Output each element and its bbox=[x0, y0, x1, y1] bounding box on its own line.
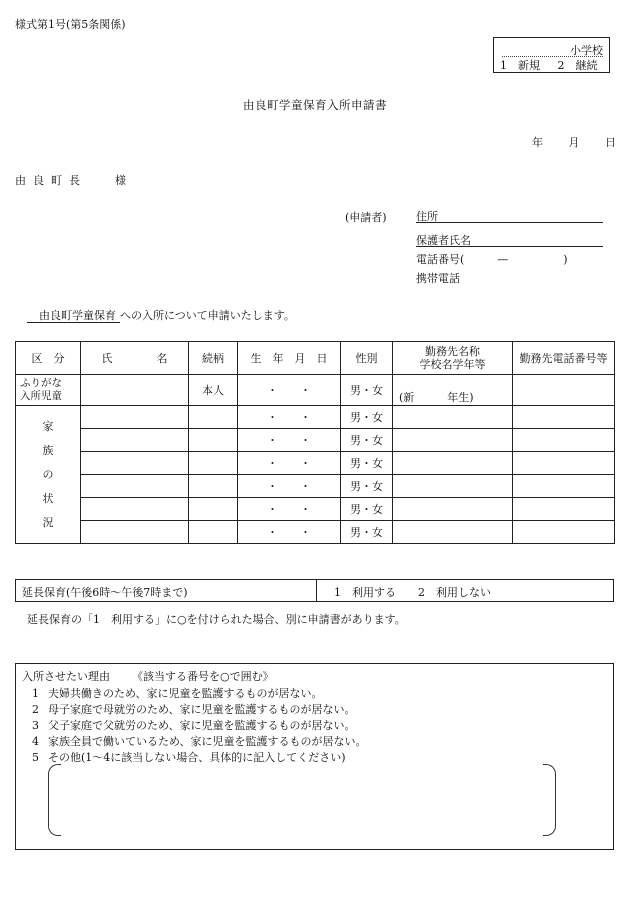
child-birthdate[interactable]: ・ ・ bbox=[238, 375, 341, 406]
child-relation: 本人 bbox=[189, 375, 238, 406]
addressee bbox=[15, 172, 126, 188]
application-statement bbox=[27, 307, 295, 323]
extended-care-option-use[interactable]: 1 利用する bbox=[334, 586, 396, 599]
addressee-name: 由良町長 bbox=[15, 174, 87, 187]
family-name-cell[interactable] bbox=[81, 521, 189, 544]
mobile-field[interactable]: 携帯電話 bbox=[416, 272, 460, 285]
extended-care-option-not-use[interactable]: 2 利用しない bbox=[418, 586, 491, 599]
table-row bbox=[16, 452, 615, 475]
family-birthdate[interactable]: ・ ・ bbox=[238, 521, 341, 544]
type-new-option[interactable]: 1 新規 bbox=[500, 59, 540, 72]
family-work-phone-cell[interactable] bbox=[513, 498, 615, 521]
family-gender[interactable]: 男・女 bbox=[341, 452, 393, 475]
family-workplace-cell[interactable] bbox=[393, 498, 513, 521]
family-gender[interactable]: 男・女 bbox=[341, 406, 393, 429]
header-gender: 性別 bbox=[341, 342, 393, 375]
family-workplace-cell[interactable] bbox=[393, 452, 513, 475]
family-work-phone-cell[interactable] bbox=[513, 452, 615, 475]
header-name: 氏 名 bbox=[81, 342, 189, 375]
family-workplace-cell[interactable] bbox=[393, 475, 513, 498]
reason-number: 4 bbox=[32, 735, 39, 748]
table-row bbox=[16, 521, 615, 544]
other-reason-bracket-right bbox=[543, 764, 556, 836]
family-birthdate[interactable]: ・ ・ bbox=[238, 498, 341, 521]
school-name-field[interactable]: 小学校 bbox=[502, 42, 603, 57]
list-item[interactable] bbox=[32, 702, 367, 718]
family-gender[interactable]: 男・女 bbox=[341, 429, 393, 452]
family-name-cell[interactable] bbox=[81, 498, 189, 521]
school-type-box bbox=[493, 37, 610, 73]
reason-number: 3 bbox=[32, 719, 39, 732]
family-birthdate[interactable]: ・ ・ bbox=[238, 452, 341, 475]
page-title: 由良町学童保育入所申請書 bbox=[243, 98, 387, 112]
family-workplace-cell[interactable] bbox=[393, 406, 513, 429]
date-month[interactable]: 月 bbox=[568, 136, 580, 149]
extended-care-options bbox=[334, 584, 491, 600]
list-item[interactable] bbox=[32, 718, 367, 734]
reason-number: 1 bbox=[32, 687, 39, 700]
facility-name: 由良町学童保育 bbox=[27, 309, 120, 323]
statement-text: への入所について申請いたします。 bbox=[120, 309, 295, 322]
other-reason-bracket-left bbox=[48, 764, 61, 836]
date-day[interactable]: 日 bbox=[605, 136, 616, 149]
reason-text: 母子家庭で母就労のため、家に児童を監護するものが居ない。 bbox=[48, 703, 356, 716]
table-row bbox=[16, 498, 615, 521]
family-status-label: 家 族 の 状 況 bbox=[16, 406, 81, 544]
family-workplace-cell[interactable] bbox=[393, 521, 513, 544]
family-relation-cell[interactable] bbox=[189, 475, 238, 498]
child-work-phone-cell[interactable] bbox=[513, 375, 615, 406]
list-item[interactable] bbox=[32, 734, 367, 750]
type-continue-option[interactable]: 2 継続 bbox=[557, 59, 598, 72]
family-workplace-cell[interactable] bbox=[393, 429, 513, 452]
phone-field[interactable]: 電話番号( — ) bbox=[416, 253, 568, 266]
table-row bbox=[16, 429, 615, 452]
family-relation-cell[interactable] bbox=[189, 406, 238, 429]
child-name-cell[interactable] bbox=[81, 375, 189, 406]
date-line bbox=[532, 134, 616, 150]
header-category: 区 分 bbox=[16, 342, 81, 375]
date-year[interactable]: 年 bbox=[532, 136, 543, 149]
reason-text: 父子家庭で父就労のため、家に児童を監護するものが居ない。 bbox=[48, 719, 356, 732]
family-work-phone-cell[interactable] bbox=[513, 429, 615, 452]
family-relation-cell[interactable] bbox=[189, 498, 238, 521]
header-birthdate: 生 年 月 日 bbox=[238, 342, 341, 375]
application-type-options bbox=[500, 57, 612, 73]
family-birthdate[interactable]: ・ ・ bbox=[238, 406, 341, 429]
reason-text: 夫婦共働きのため、家に児童を監護するものが居ない。 bbox=[48, 687, 323, 700]
address-field[interactable]: 住所 bbox=[416, 208, 603, 223]
header-workplace: 勤務先名称 学校名学年等 bbox=[393, 342, 513, 375]
family-relation-cell[interactable] bbox=[189, 429, 238, 452]
extended-care-box bbox=[15, 579, 614, 602]
reason-number: 2 bbox=[32, 703, 39, 716]
table-row bbox=[16, 406, 615, 429]
child-gender[interactable]: 男・女 bbox=[341, 375, 393, 406]
reason-list bbox=[32, 686, 367, 766]
family-work-phone-cell[interactable] bbox=[513, 521, 615, 544]
header-relation: 続柄 bbox=[189, 342, 238, 375]
applicant-label: (申請者) bbox=[345, 211, 387, 224]
family-gender[interactable]: 男・女 bbox=[341, 498, 393, 521]
header-work-phone: 勤務先電話番号等 bbox=[513, 342, 615, 375]
family-gender[interactable]: 男・女 bbox=[341, 521, 393, 544]
reason-box bbox=[15, 663, 614, 850]
family-birthdate[interactable]: ・ ・ bbox=[238, 475, 341, 498]
reason-text: その他(1〜4に該当しない場合、具体的に記入してください) bbox=[48, 751, 346, 764]
extended-care-divider bbox=[316, 580, 317, 601]
family-name-cell[interactable] bbox=[81, 452, 189, 475]
reason-header bbox=[22, 668, 274, 684]
list-item[interactable] bbox=[32, 686, 367, 702]
list-item[interactable] bbox=[32, 750, 367, 766]
child-school[interactable]: (新 年生) bbox=[393, 375, 513, 406]
table-row-child bbox=[16, 375, 615, 406]
family-birthdate[interactable]: ・ ・ bbox=[238, 429, 341, 452]
extended-care-note: 延長保育の「1 利用する」に○を付けられた場合、別に申請書があります。 bbox=[27, 613, 406, 626]
family-name-cell[interactable] bbox=[81, 429, 189, 452]
reason-number: 5 bbox=[32, 751, 39, 764]
family-name-cell[interactable] bbox=[81, 475, 189, 498]
table-row bbox=[16, 475, 615, 498]
family-work-phone-cell[interactable] bbox=[513, 475, 615, 498]
family-table bbox=[15, 341, 615, 544]
reason-title: 入所させたい理由 bbox=[22, 670, 110, 683]
family-relation-cell[interactable] bbox=[189, 521, 238, 544]
family-gender[interactable]: 男・女 bbox=[341, 475, 393, 498]
guardian-name-field[interactable]: 保護者氏名 bbox=[416, 232, 603, 247]
reason-text: 家族全員で働いているため、家に児童を監護するものが居ない。 bbox=[48, 735, 367, 748]
family-work-phone-cell[interactable] bbox=[513, 406, 615, 429]
addressee-honorific: 様 bbox=[115, 174, 126, 187]
reason-instruction: 《該当する番号を○で囲む》 bbox=[132, 670, 274, 683]
extended-care-label: 延長保育(午後6時〜午後7時まで) bbox=[22, 586, 188, 599]
child-category: ふりがな 入所児童 bbox=[16, 375, 81, 406]
family-relation-cell[interactable] bbox=[189, 452, 238, 475]
family-name-cell[interactable] bbox=[81, 406, 189, 429]
form-number: 様式第1号(第5条関係) bbox=[15, 18, 126, 31]
